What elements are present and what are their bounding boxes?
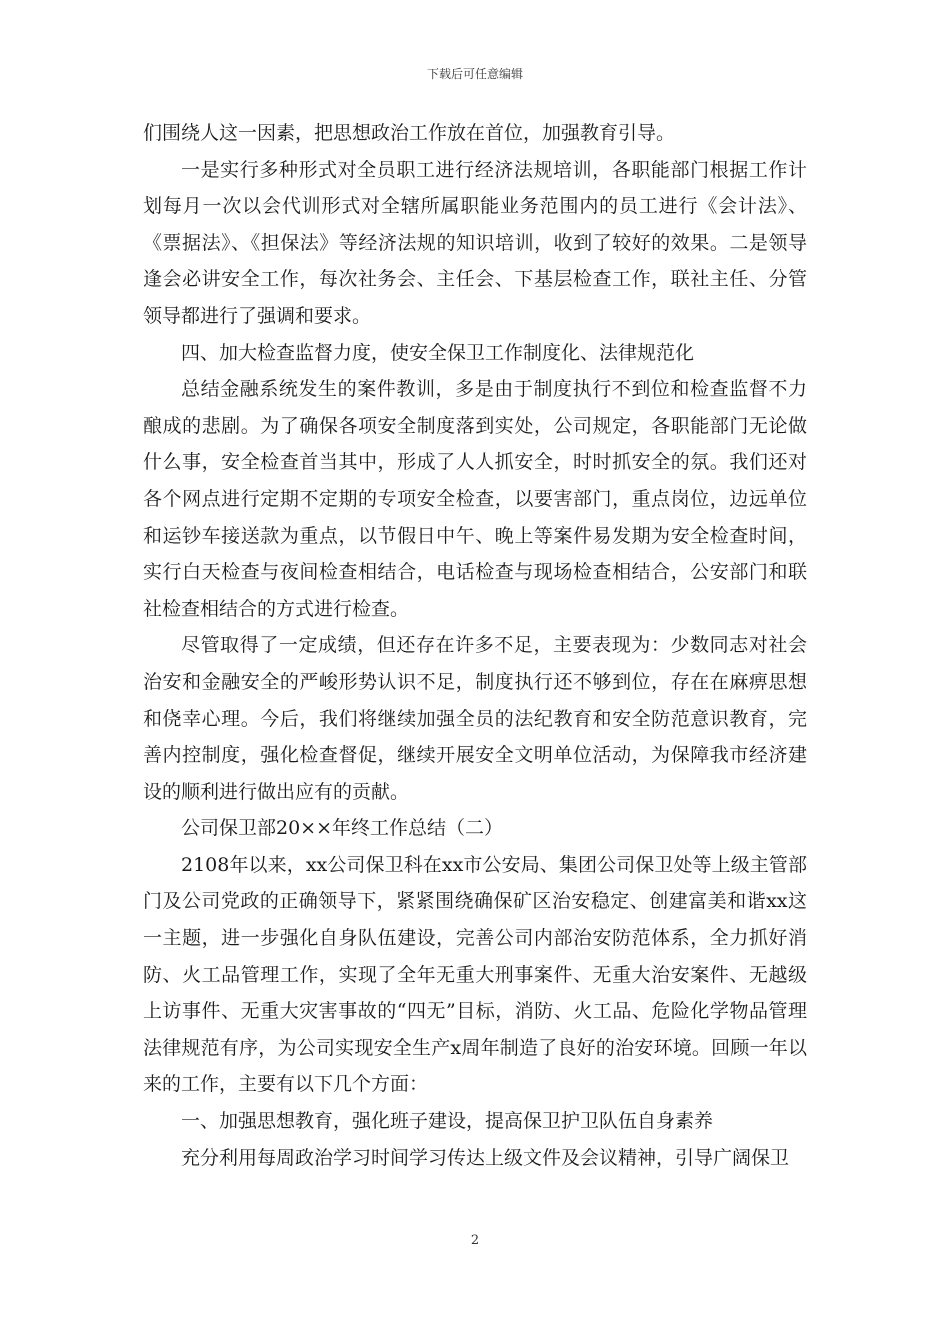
document-subtitle: 公司保卫部20××年终工作总结（二） — [181, 817, 504, 840]
section-heading: 一、加强思想教育，强化班子建设，提高保卫护卫队伍自身素养 — [181, 1110, 714, 1133]
paragraph: 尽管取得了一定成绩，但还存在许多不足，主要表现为：少数同志对社会治安和金融安全的严峻形势认识不足，制度执行还不够到位，存在在麻痹思想和侥幸心理。今后，我们将继续加强全员的法纪教育和安全防范意识教育，完善内控制度，强化检查督促，继续开展安全文明单位活动，为保障我市经济建设的顺利进行做出应有的贡献。 — [143, 634, 807, 803]
page-number: 2 — [470, 1233, 480, 1248]
paragraph: 充分利用每周政治学习时间学习传达上级文件及会议精神，引导广阔保卫 — [181, 1146, 790, 1169]
paragraph: 总结金融系统发生的案件教训，多是由于制度执行不到位和检查监督不力酿成的悲剧。为了确保各项安全制度落到实处，公司规定，各职能部门无论做什么事，安全检查首当其中，形成了人人抓安全，时时抓安全的氛。我们还对各个网点进行定期不定期的专项安全检查，以要害部门，重点岗位，边远单位和运钞车接送款为重点，以节假日中午、晚上等案件易发期为安全检查时间，实行白天检查与夜间检查相结合，电话检查与现场检查相结合，公安部门和联社检查相结合的方式进行检查。 — [143, 378, 807, 620]
paragraph: 2108年以来，xx公司保卫科在xx市公安局、集团公司保卫处等上级主管部门及公司党政的正确领导下，紧紧围绕确保矿区治安稳定、创建富美和谐xx这一主题，进一步强化自身队伍建设，完善公司内部治安防范体系，全力抓好消防、火工品管理工作，实现了全年无重大刑事案件、无重大治安案件、无越级上访事件、无重大灾害事故的“四无”目标，消防、火工品、危险化学物品管理法律规范有序，为公司实现安全生产x周年制造了良好的治安环境。回顾一年以来的工作，主要有以下几个方面： — [143, 853, 807, 1096]
document-body — [143, 115, 807, 1176]
section-heading: 四、加大检查监督力度，使安全保卫工作制度化、法律规范化 — [181, 341, 695, 364]
page-header: 下载后可任意编辑 — [426, 67, 523, 81]
paragraph: 们围绕人这一因素，把思想政治工作放在首位，加强教育引导。 — [143, 122, 676, 144]
paragraph: 一是实行多种形式对全员职工进行经济法规培训，各职能部门根据工作计划每月一次以会代训形式对全辖所属职能业务范围内的员工进行《会计法》、《票据法》、《担保法》等经济法规的知识培训，收到了较好的效果。二是领导逢会必讲安全工作，每次社务会、主任会、下基层检查工作，联社主任、分管领导都进行了强调和要求。 — [143, 158, 807, 327]
